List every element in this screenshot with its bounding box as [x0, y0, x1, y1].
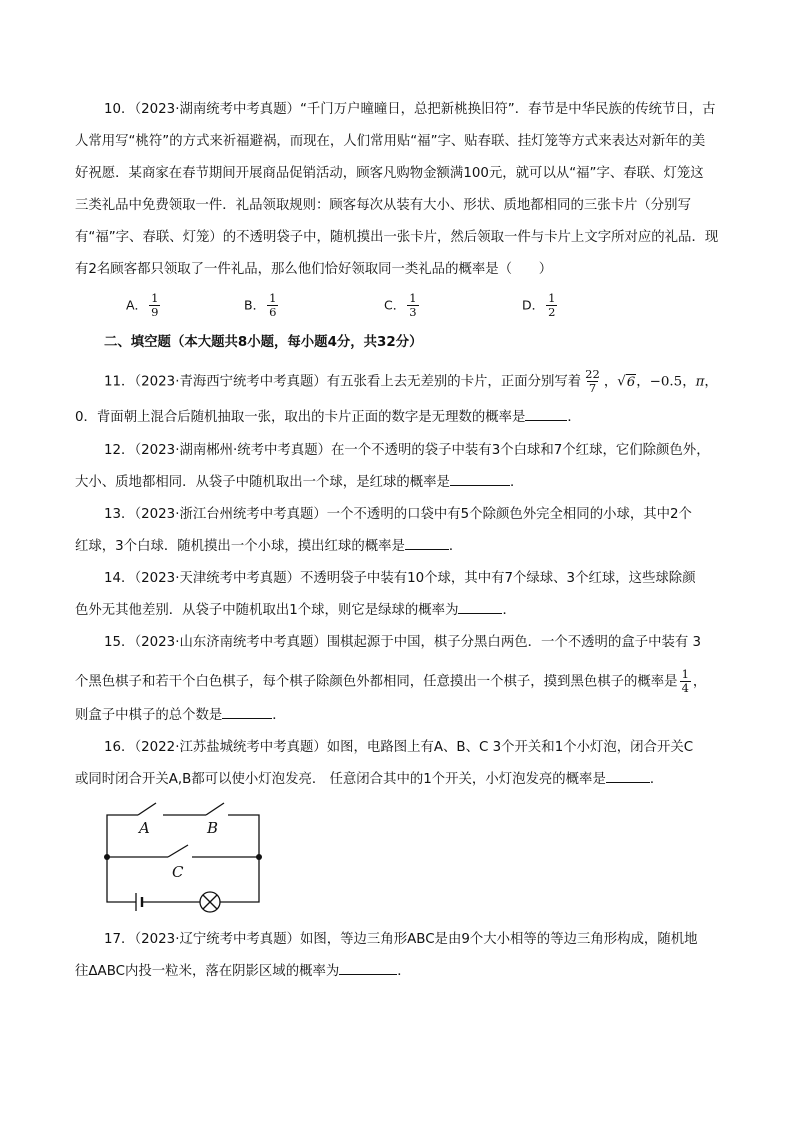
bottom-wire-right: [220, 857, 259, 902]
q11-negative-number: −0.5: [649, 374, 683, 390]
option-fraction: $\frac{1}{2}$: [548, 291, 556, 319]
q11-answer-blank[interactable]: [525, 408, 567, 421]
circuit-diagram: [96, 800, 272, 920]
q11-line1: 11．（2023·青海西宁统考中考真题）有五张看上去无差别的卡片，正面分别写着 $\frac{22}{7}$ ，√6，−0.5，π，: [104, 367, 718, 395]
q11-pi: π: [695, 374, 705, 390]
q13-line2: 红球，3个白球．随机摸出一个小球，摸出红球的概率是 ．: [75, 539, 463, 554]
q14-line1: 14．（2023·天津统考中考真题）不透明袋子中装有10个球，其中有7个绿球、3个红球，这些球除颜: [104, 571, 696, 586]
q13-line1: 13．（2023·浙江台州统考中考真题）一个不透明的口袋中有5个除颜色外完全相同的小球，其中2个: [104, 507, 692, 522]
option-fraction: $\frac{1}{6}$: [269, 291, 277, 319]
q16-line2: 或同时闭合开关A,B都可以使小灯泡发亮． 任意闭合其中的1个开关，小灯泡发亮的概率是 ．: [75, 772, 664, 787]
q15-line2: 个黑色棋子和若干个白色棋子，每个棋子除颜色外都相同，任意摸出一个棋子，摸到黑色棋子的概率是 $\frac{1}{4}$ ，: [75, 667, 707, 695]
switch-c-label: C: [172, 863, 184, 881]
q10-option-b[interactable]: [244, 292, 280, 319]
q15-line1: 15．（2023·山东济南统考中考真题）围棋起源于中国，棋子分黑白两色．一个不透明的盒子中装有 3: [104, 635, 702, 650]
q17-line1: 17．（2023·辽宁统考中考真题）如图，等边三角形ABC是由9个大小相等的等边三角形构成，随机地: [104, 932, 698, 947]
q10-line5: 有“福”字、春联、灯笼）的不透明袋子中，随机摸出一张卡片，然后领取一件与卡片上文字所对应的礼品．现: [75, 230, 719, 245]
q14-line2: 色外无其他差别．从袋子中随机取出1个球，则它是绿球的概率为 ．: [75, 603, 516, 618]
top-wire-right: [228, 815, 259, 857]
q10-option-c[interactable]: [384, 292, 421, 319]
bottom-wire-left: [107, 857, 136, 902]
q15-fraction: $\frac{1}{4}$: [681, 667, 689, 695]
q17-line2: 往ΔABC内投一粒米，落在阴影区域的概率为 ．: [75, 964, 411, 979]
q11-fraction: $\frac{22}{7}$: [585, 367, 600, 395]
q12-line1: 12．（2023·湖南郴州·统考中考真题）在一个不透明的袋子中装有3个白球和7个红球，它们除颜色外，: [104, 443, 710, 458]
q10-line6: 有2名顾客都只领取了一件礼品，那么他们恰好领取同一类礼品的概率是（ ）: [75, 262, 553, 277]
q10-line2: 人常用写“桃符”的方式来祈福避祸，而现在，人们常用贴“福”字、贴春联、挂灯笼等方式来表达对新年的美: [75, 134, 706, 149]
q11-sqrt: √6: [617, 374, 636, 390]
q12-answer-blank[interactable]: [450, 473, 510, 486]
q11-text: 11．（2023·青海西宁统考中考真题）有五张看上去无差别的卡片，正面分别写着: [104, 374, 582, 390]
switch-a: [138, 803, 156, 815]
section-fill-blank-title: 二、填空题（本大题共8小题，每小题4分，共32分）: [104, 335, 423, 350]
q16-answer-blank[interactable]: [606, 770, 650, 783]
option-letter: A．: [126, 297, 148, 313]
q11-line2: 0．背面朝上混合后随机抽取一张，取出的卡片正面的数字是无理数的概率是 ．: [75, 410, 581, 425]
q10-option-d[interactable]: [522, 292, 559, 319]
q10-line1: 10．（2023·湖南统考中考真题）“千门万户曈曈日，总把新桃换旧符”．春节是中华民族的传统节日，古: [104, 102, 716, 117]
q15-line3: 则盒子中棋子的总个数是 ．: [75, 708, 286, 723]
switch-c: [168, 845, 188, 857]
q13-answer-blank[interactable]: [405, 537, 449, 550]
q10-line3: 好祝愿．某商家在春节期间开展商品促销活动，顾客凡购物金额满100元，就可以从“福”字、春联、灯笼这: [75, 166, 704, 181]
q10-line4: 三类礼品中免费领取一件．礼品领取规则：顾客每次从装有大小、形状、质地都相同的三张卡片（分别写: [75, 198, 691, 213]
q16-line1: 16．（2022·江苏盐城统考中考真题）如图，电路图上有A、B、C 3个开关和1个小灯泡，闭合开关C: [104, 740, 694, 755]
junction-left: [104, 854, 110, 860]
option-letter: B．: [244, 297, 266, 313]
option-letter: D．: [522, 297, 545, 313]
q15-answer-blank[interactable]: [222, 706, 272, 719]
top-wire: [107, 815, 138, 857]
switch-b: [206, 803, 224, 815]
option-fraction: $\frac{1}{9}$: [151, 291, 159, 319]
switch-b-label: B: [207, 819, 219, 837]
q12-line2: 大小、质地都相同．从袋子中随机取出一个球，是红球的概率是 ．: [75, 475, 524, 490]
option-fraction: $\frac{1}{3}$: [409, 291, 417, 319]
q10-option-a[interactable]: [126, 292, 162, 319]
q14-answer-blank[interactable]: [458, 601, 502, 614]
q17-answer-blank[interactable]: [339, 962, 397, 975]
switch-a-label: A: [139, 819, 150, 837]
option-letter: C．: [384, 297, 406, 313]
junction-right: [256, 854, 262, 860]
